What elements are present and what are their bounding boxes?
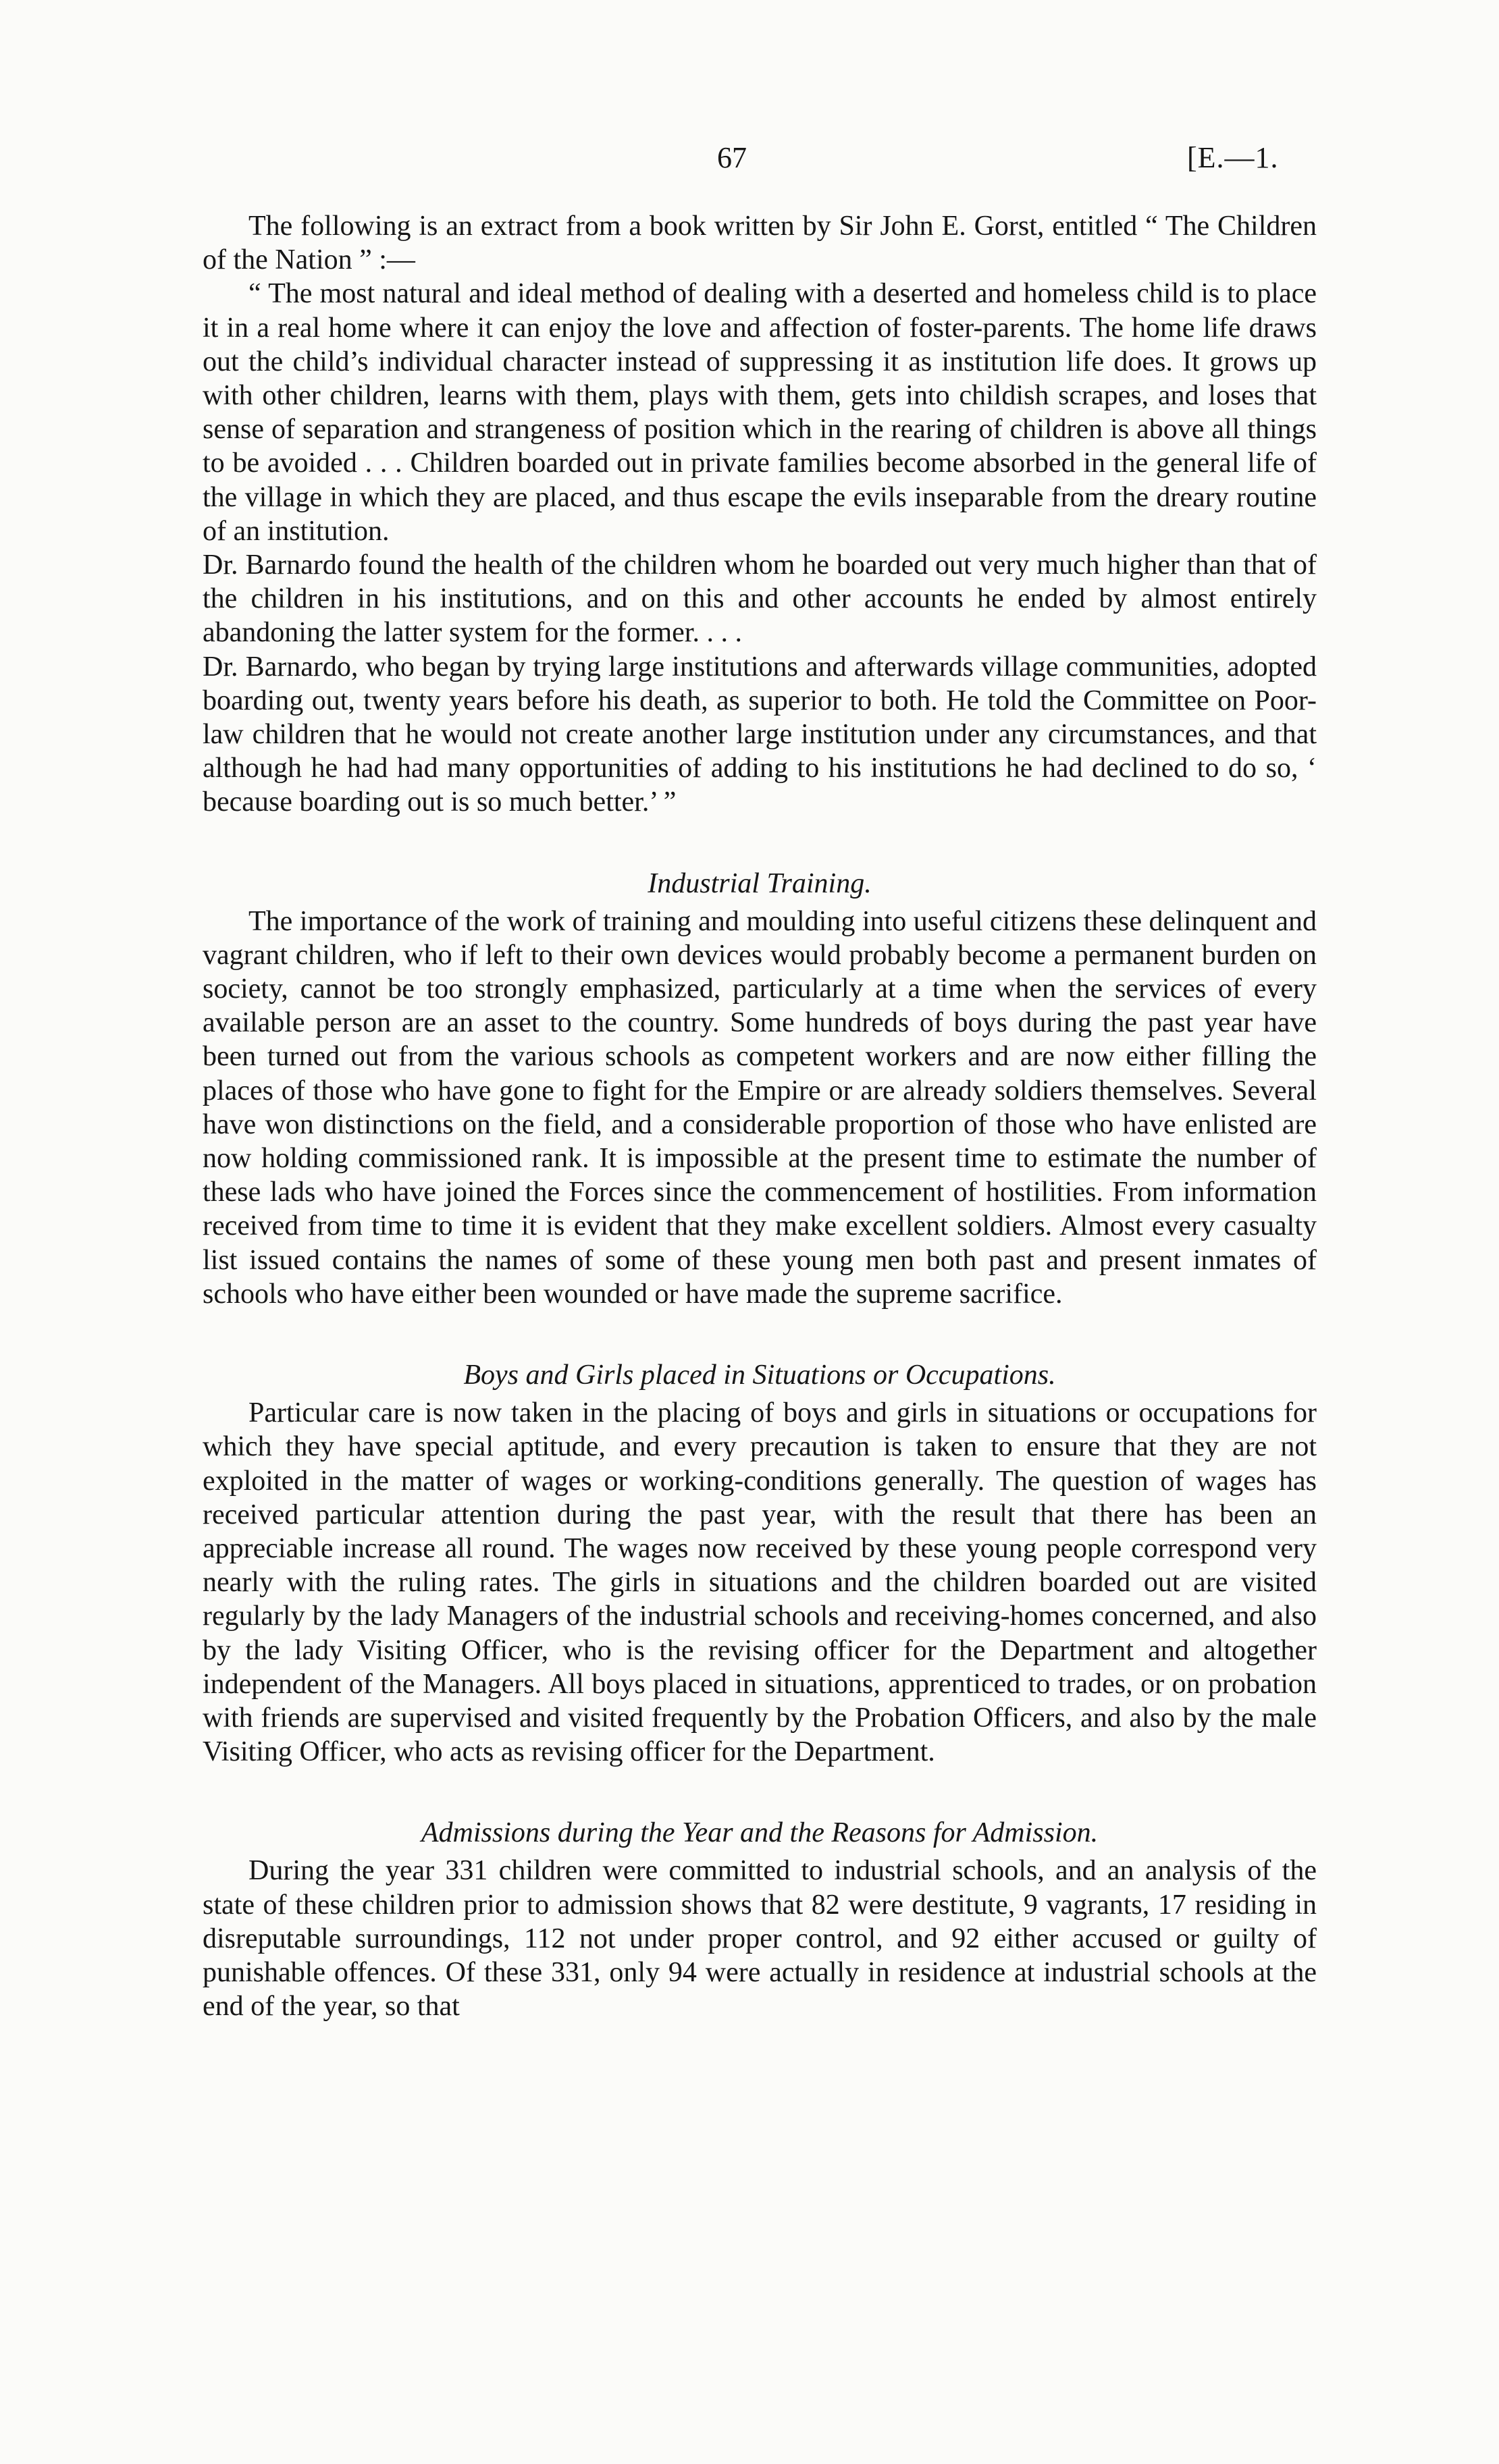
section-paragraph: During the year 331 children were committed to industrial schools, and an analysis of the state of these children prior to admission shows that 82 were destitute, 9 vagrants, 17 residing in disreputable surroundings, 112 not under proper control, and 92 either accused or guilty of punishable offences. Of these 331, only 94 were actually in residence at industrial schools at the end of the year, so that [203, 1855, 1317, 2023]
section-heading-admissions: Admissions during the Year and the Reasons for Admission. [421, 1817, 1099, 1849]
quote-paragraph: Dr. Barnardo found the health of the children whom he boarded out very much higher than that of the children in his institutions, and on this and other accounts he ended by almost entirely abandoning the latter system for the former. . . . [203, 550, 1317, 649]
quote-paragraph: Dr. Barnardo, who began by trying large institutions and afterwards village communities, adopted boarding out, twenty years before his death, as superior to both. He told the Committee on Poor-law children that he would not create another large institution under any circumstances, and that although he had had many opportunities of adding to his institutions he had declined to do so, ‘ because boarding out is so much better.’ ” [203, 651, 1317, 818]
quote-paragraph: “ The most natural and ideal method of dealing with a deserted and homeless child is to place it in a real home where it can enjoy the love and affection of foster-parents. The home life draws out the child’s individual character instead of suppressing it as institution life does. It grows up with other children, learns with them, plays with them, gets into childish scrapes, and loses that sense of separation and strangeness of position which in the rearing of children is above all things to be avoided . . . Children boarded out in private families become absorbed in the general life of the village in which they are placed, and thus escape the evils inseparable from the dreary routine of an institution. [203, 278, 1317, 547]
section-heading-situations: Boys and Girls placed in Situations or Occupations. [463, 1360, 1056, 1391]
document-reference: [E.—1. [1187, 141, 1279, 174]
intro-paragraph: The following is an extract from a book written by Sir John E. Gorst, entitled “ The Children of the Nation ” :— [203, 211, 1317, 276]
page-number: 67 [717, 141, 747, 174]
section-heading-industrial-training: Industrial Training. [648, 867, 872, 899]
page-header [0, 140, 1499, 181]
section-paragraph: The importance of the work of training and moulding into useful citizens these delinquent and vagrant children, who if left to their own devices would probably become a permanent burden on society, cannot be too strongly emphasized, particularly at a time when the services of every available person are an asset to the country. Some hundreds of boys during the past year have been turned out from the various schools as competent workers and are now either filling the places of those who have gone to fight for the Empire or are already soldiers themselves. Several have won distinctions on the field, and a considerable proportion of those who have enlisted are now holding commissioned rank. It is impossible at the present time to estimate the number of these lads who have joined the Forces since the commencement of hostilities. From information received from time to time it is evident that they make excellent soldiers. Almost every casualty list issued contains the names of some of these young men both past and present inmates of schools who have either been wounded or have made the supreme sacrifice. [203, 905, 1317, 1310]
quoted-extract [203, 277, 1317, 819]
section-paragraph: Particular care is now taken in the placing of boys and girls in situations or occupations for which they have special aptitude, and every precaution is taken to ensure that they are not exploited in the matter of wages or working-conditions generally. The question of wages has received particular attention during the past year, with the result that there has been an appreciable increase all round. The wages now received by these young people correspond very nearly with the ruling rates. The girls in situations and the children boarded out are visited regularly by the lady Managers of the industrial schools and receiving-homes concerned, and also by the lady Visiting Officer, who is the revising officer for the Department and altogether independent of the Managers. All boys placed in situations, apprenticed to trades, or on probation with friends are supervised and visited frequently by the Probation Officers, and also by the male Visiting Officer, who acts as revising officer for the Department. [203, 1397, 1317, 1768]
page-body [203, 209, 1317, 2023]
